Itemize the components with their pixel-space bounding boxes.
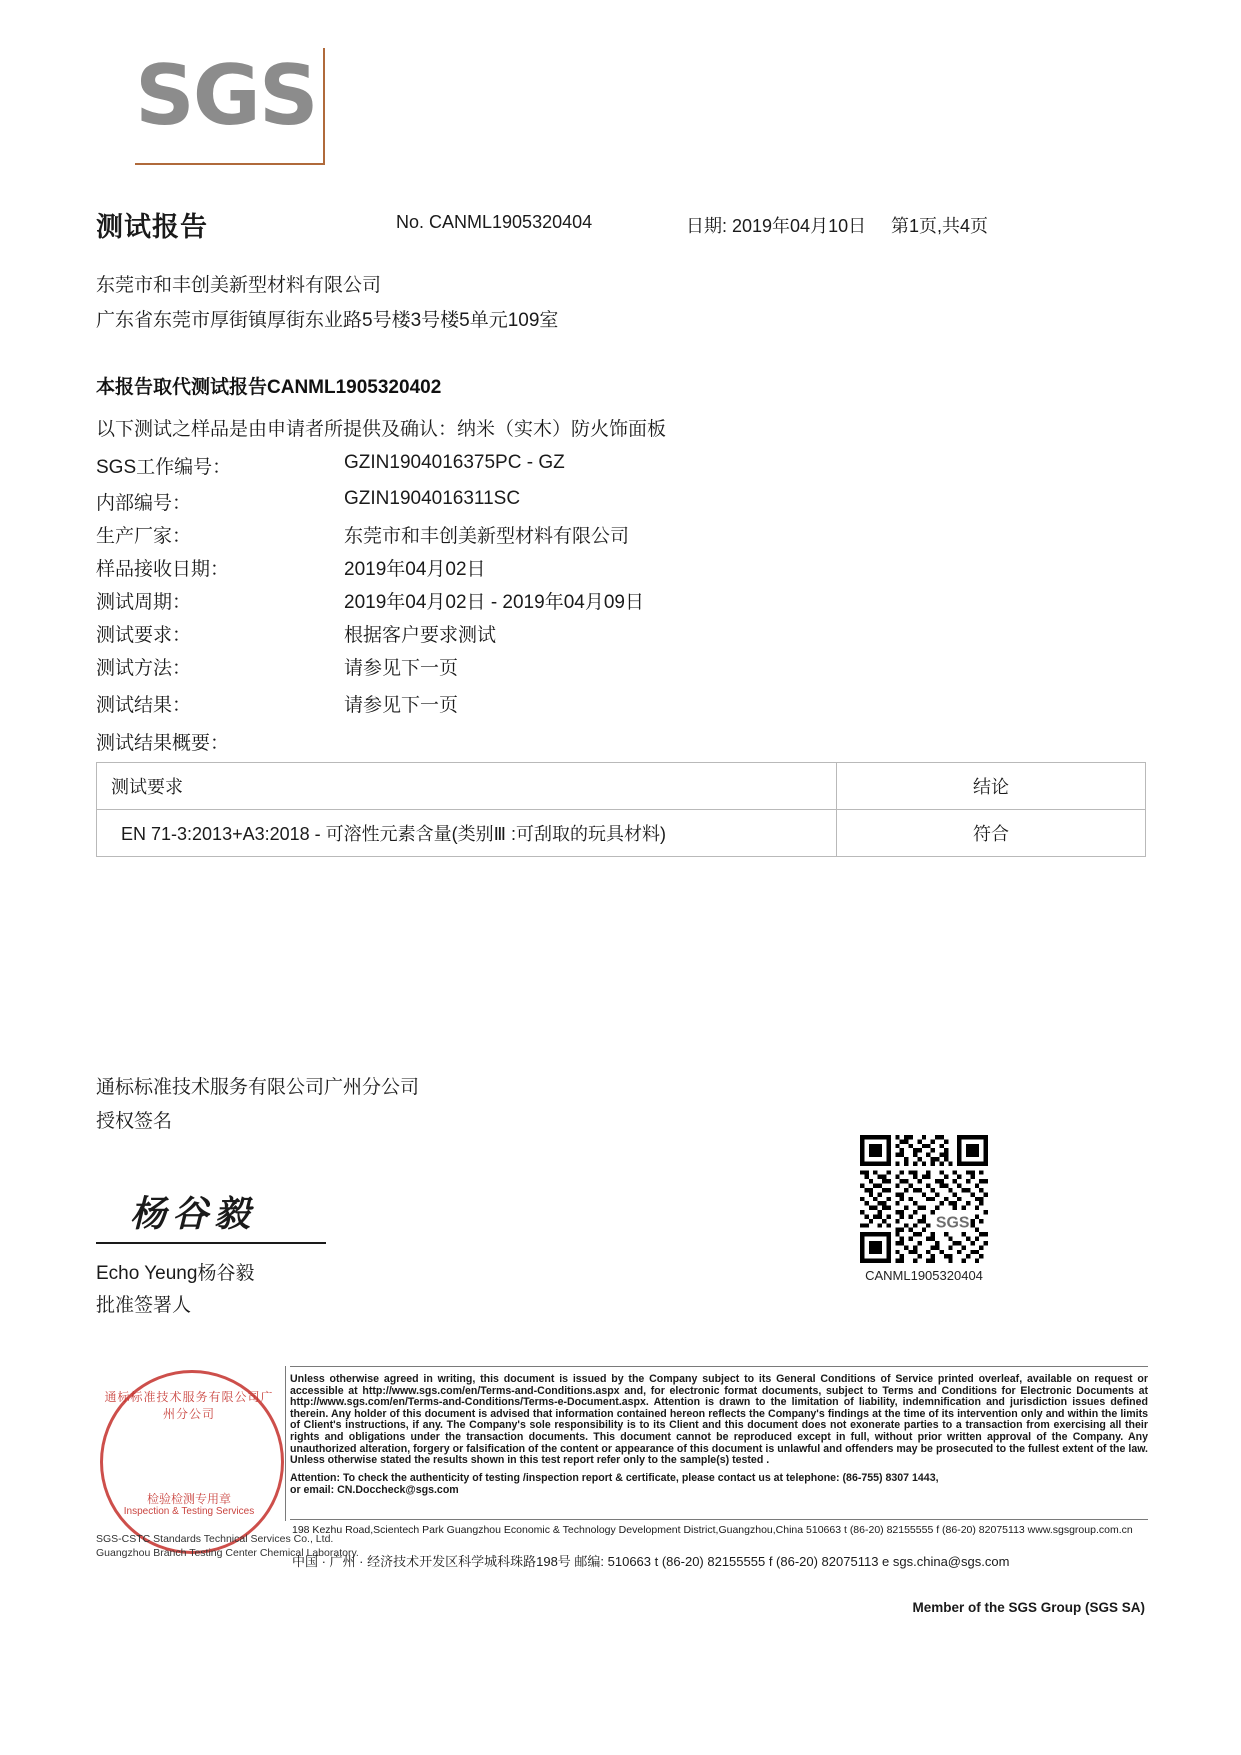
- page-title: 测试报告: [96, 212, 208, 242]
- logo-horizontal-rule: [135, 163, 325, 165]
- field-label: 样品接收日期：: [96, 559, 230, 580]
- footer-rule-mid: [290, 1519, 1148, 1520]
- sample-description: 以下测试之样品是由申请者所提供及确认：纳米（实木）防火饰面板: [96, 419, 667, 440]
- logo-vertical-rule: [323, 48, 325, 164]
- cell-requirement: EN 71-3:2013+A3:2018 - 可溶性元素含量(类别Ⅲ :可刮取的玩具材料): [97, 810, 837, 856]
- report-header: [96, 205, 1146, 245]
- field-value: 2019年04月02日: [344, 559, 486, 580]
- field-label: SGS工作编号：: [96, 457, 232, 478]
- handwritten-signature: 杨谷毅: [130, 1193, 257, 1235]
- report-number: No. CANML1905320404: [396, 212, 593, 232]
- signatory-name: Echo Yeung杨谷毅: [96, 1263, 255, 1284]
- signatory-role: 批准签署人: [96, 1295, 192, 1316]
- footer-vertical-rule: [285, 1366, 286, 1521]
- stamp-top-text: 通标标准技术服务有限公司广州分公司: [104, 1390, 274, 1421]
- field-value: 2019年04月02日 - 2019年04月09日: [344, 592, 644, 613]
- attention-line-2: or email: CN.Doccheck@sgs.com: [290, 1483, 459, 1496]
- sgs-logo-text: SGS: [135, 47, 317, 144]
- lab-name-line-1: SGS-CSTC Standards Technical Services Co., Ltd.: [96, 1533, 334, 1545]
- footer-rule-top: [290, 1366, 1148, 1367]
- field-label: 测试结果：: [96, 695, 192, 716]
- summary-label: 测试结果概要：: [96, 733, 230, 754]
- field-value: 东莞市和丰创美新型材料有限公司: [344, 526, 630, 547]
- stamp-mid-text: 检验检测专用章: [146, 1492, 231, 1506]
- member-line: Member of the SGS Group (SGS SA): [912, 1600, 1145, 1615]
- field-label: 生产厂家：: [96, 526, 192, 547]
- official-stamp: [100, 1370, 282, 1552]
- table-row: [97, 810, 1145, 856]
- footer-address-en: 198 Kezhu Road,Scientech Park Guangzhou Economic & Technology Development District,Guangzhou,China 510663 t (86-20) 82155555 f (86-20) 82075113 www.sgsgroup.com.cn: [292, 1524, 1133, 1536]
- field-label: 测试周期：: [96, 592, 192, 613]
- field-value: 请参见下一页: [344, 658, 459, 679]
- legal-text: Unless otherwise agreed in writing, this document is issued by the Company subject to its General Conditions of Service printed overleaf, available on request or accessible at http://www.sgs.com/en/Terms-and-Conditions.aspx and, for electronic format documents, subject to Terms and Conditions for Electronic Documents at http://www.sgs.com/en/Terms-and-Conditions/Terms-e-Document.aspx. Attention is drawn to the limitation of liability, indemnification and jurisdiction issues defined therein. Any holder of this document is advised that information contained hereon reflects the Company's findings at the time of its intervention only and within the limits of Client's instructions, if any. The Company's sole responsibility is to its Client and this document does not exonerate parties to a transaction from exercising all their rights and obligations under the transaction documents. This document cannot be reproduced except in full, without prior written approval of the Company. Any unauthorized alteration, forgery or falsification of the content or appearance of this document is unlawful and offenders may be prosecuted to the fullest extent of the law. Unless otherwise stated the results shown in this test report refer only to the sample(s) tested .: [290, 1373, 1148, 1467]
- authorized-signature-label: 授权签名: [96, 1111, 173, 1132]
- client-name: 东莞市和丰创美新型材料有限公司: [96, 275, 382, 296]
- signature-rule: [96, 1242, 326, 1244]
- cell-conclusion: 符合: [973, 824, 1009, 844]
- qr-caption: CANML1905320404: [865, 1268, 983, 1283]
- stamp-mid-text-en: Inspection & Testing Services: [123, 1506, 255, 1517]
- lab-name-line-2: Guangzhou Branch Testing Center Chemical Laboratory.: [96, 1547, 359, 1559]
- field-label: 内部编号：: [96, 493, 192, 514]
- footer-address-cn: 中国 · 广州 · 经济技术开发区科学城科珠路198号 邮编: 510663 t (86-20) 82155555 f (86-20) 82075113 e sgs.china@sgs.com: [292, 1554, 1010, 1569]
- report-date: 日期: 2019年04月10日: [686, 216, 867, 236]
- replaces-notice: 本报告取代测试报告CANML1905320402: [96, 377, 442, 398]
- sgs-logo: [135, 48, 325, 163]
- field-label: 测试方法：: [96, 658, 192, 679]
- field-label: 测试要求：: [96, 625, 192, 646]
- qr-code-svg: [860, 1135, 988, 1263]
- qr-code: [860, 1135, 988, 1263]
- results-table: [96, 762, 1146, 857]
- footer-legal: [290, 1374, 1148, 1496]
- table-header-row: [97, 763, 1145, 810]
- client-address: 广东省东莞市厚街镇厚街东业路5号楼3号楼5单元109室: [96, 310, 559, 331]
- page-count: 第1页,共4页: [891, 216, 989, 236]
- field-value: 请参见下一页: [344, 695, 459, 716]
- field-value: 根据客户要求测试: [344, 625, 497, 646]
- field-value: GZIN1904016375PC - GZ: [344, 452, 565, 473]
- attention-line-1: Attention: To check the authenticity of testing /inspection report & certificate, please contact us at telephone: (86-755) 8307 1443,: [290, 1471, 939, 1484]
- column-header-requirement: 测试要求: [97, 763, 837, 809]
- column-header-conclusion: 结论: [973, 777, 1009, 797]
- field-value: GZIN1904016311SC: [344, 488, 521, 509]
- signatory-company: 通标标准技术服务有限公司广州分公司: [96, 1077, 420, 1098]
- qr-inner-label: SGS: [935, 1214, 970, 1232]
